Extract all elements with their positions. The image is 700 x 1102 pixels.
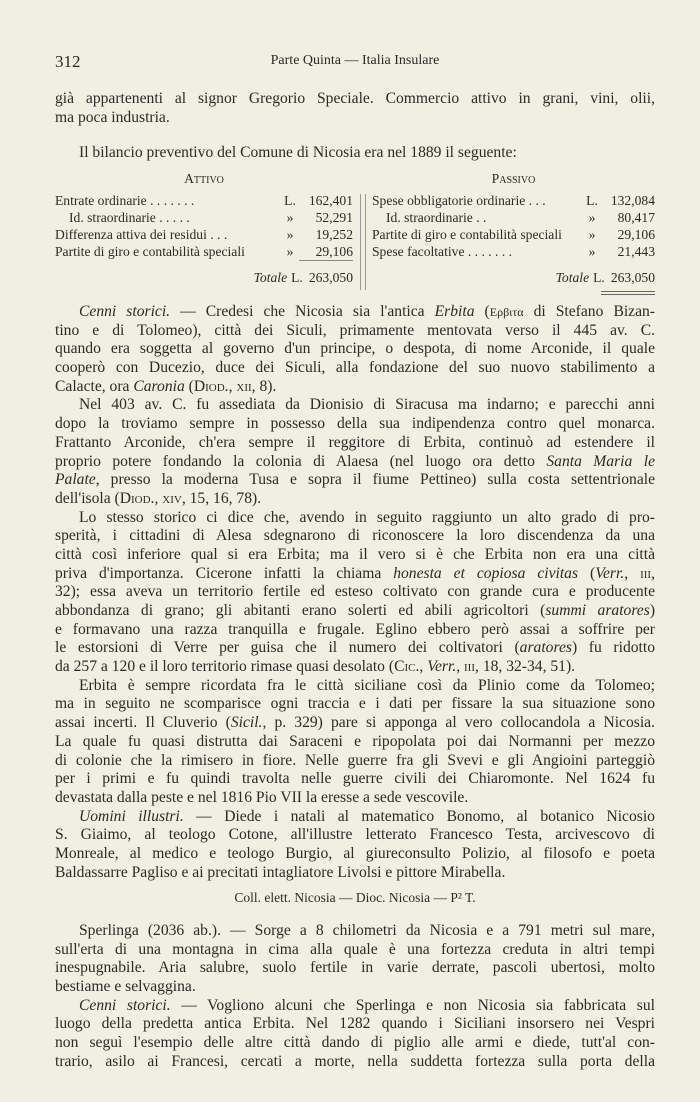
- text-run: — Diede i natali al matematico Bonomo, al botanico Nicosio: [183, 807, 655, 825]
- text-run: non seguì l'esempio delle altre città dando di piglio alle armi e diede, tutt'al con-: [55, 1034, 655, 1052]
- text-line: [55, 546, 655, 565]
- row-label: Partite di giro e contabilità speciali: [55, 244, 245, 259]
- small-caps-text: xii: [236, 377, 252, 395]
- text-line: [55, 845, 655, 864]
- text-run: Calacte, ora: [55, 377, 134, 395]
- row-amount: 132,084: [610, 193, 655, 208]
- total-amount: 263,050: [308, 270, 353, 285]
- text-run: , p. 329) pare si apponga al vero collocandola a Nicosia.: [262, 714, 655, 732]
- text-line: [55, 752, 655, 771]
- text-run: ,: [456, 658, 465, 676]
- text-run: di Stefano Bizan-: [523, 303, 656, 320]
- text-run: (: [474, 303, 490, 320]
- text-line: [55, 864, 655, 883]
- row-currency: »: [286, 210, 294, 225]
- text-line: [55, 1015, 655, 1034]
- paragraph: [55, 90, 655, 127]
- text-line: [55, 658, 655, 677]
- text-run: proprio potere fondando la colonia di Alaesa (nel luogo ora detto: [55, 452, 547, 470]
- text-run: (: [578, 564, 596, 582]
- text-run: ,: [154, 489, 163, 507]
- total-double-rule: [601, 291, 655, 295]
- row-amount: 29,106: [617, 227, 655, 242]
- text-line: [55, 621, 655, 640]
- budget-row: [55, 209, 353, 226]
- text-line: [55, 90, 655, 109]
- text-run: devastata dalla peste e nel 1816 Pio VII la eresse a sede vescovile.: [55, 788, 469, 806]
- row-label: Entrate ordinarie . . . . . . .: [55, 193, 195, 208]
- italic-text: Erbita: [434, 303, 475, 320]
- italic-text: Cenni storici.: [79, 303, 171, 320]
- text-run: ,: [419, 658, 428, 676]
- text-run: — Credesi che Nicosia sia l'antica: [170, 303, 435, 320]
- passivo-heading: Passivo: [491, 171, 536, 186]
- text-run: abbondanza di grano; gli abitanti erano solerti ed abili agricoltori (: [55, 602, 546, 619]
- text-line: [55, 453, 655, 472]
- total-label: Totale: [555, 270, 590, 285]
- row-amount: 80,417: [617, 210, 655, 225]
- text-line: [55, 144, 655, 163]
- paragraph: [55, 922, 655, 997]
- row-currency: L.: [284, 193, 296, 208]
- budget-row: [55, 192, 353, 209]
- text-run: Frattanto Arconide, ch'era sempre il reggitore di Erbita, continuò ad estendere il: [55, 433, 655, 451]
- text-line: [55, 714, 655, 733]
- row-amount: 29,106: [315, 244, 353, 259]
- running-title: Parte Quinta — Italia Insulare: [270, 53, 440, 68]
- text-run: le estorsioni di Verre per guisa che il numero dei coltivatori (: [55, 639, 520, 657]
- text-line: [55, 677, 655, 696]
- text-run: trario, asilo ai Francesi, cercati a morte, nella suddetta fortezza sulla porta della: [55, 1052, 655, 1070]
- greek-text: Ερβιτα: [489, 305, 524, 319]
- text-run: S. Giaimo, al teologo Cotone, all'illustre letterato Francesco Testa, arcivescovo di: [55, 826, 655, 844]
- electoral-note: Coll. elett. Nicosia — Dioc. Nicosia — P² T.: [234, 890, 476, 905]
- text-line: [55, 303, 655, 322]
- text-line: [55, 639, 655, 658]
- place-name: Sperlinga: [79, 922, 139, 939]
- intro-text: [55, 90, 655, 163]
- italic-text: Santa Maria le: [546, 452, 655, 470]
- text-line: [55, 733, 655, 752]
- text-line: [55, 978, 655, 997]
- text-run: luogo della predetta antica Erbita. Nel 1282 quando i Siciliani insorsero nei Vespri: [55, 1015, 655, 1033]
- row-label: Partite di giro e contabilità speciali: [372, 227, 562, 242]
- row-label: Id. straordinarie . .: [386, 210, 487, 225]
- text-line: [55, 959, 655, 978]
- paragraph: [55, 677, 655, 808]
- text-run: ma poca industria.: [55, 108, 170, 126]
- text-run: ) fu ridotto: [571, 639, 656, 657]
- italic-text: Sicil.: [230, 714, 263, 732]
- budget-row: [372, 243, 655, 260]
- text-run: sull'erta di una montagna in cima alla quale è una fortezza creduta in altri tempi: [55, 940, 655, 958]
- row-label: Spese facoltative . . . . . . .: [372, 244, 513, 259]
- italic-text: Verr.: [595, 564, 625, 582]
- text-line: [55, 695, 655, 714]
- text-line: [55, 1053, 655, 1072]
- text-run: , 18, 32-34, 51).: [475, 658, 576, 676]
- paragraph: [55, 396, 655, 508]
- text-line: [55, 434, 655, 453]
- budget-attivo: [55, 170, 353, 291]
- text-line: [55, 322, 655, 341]
- text-run: ,: [651, 564, 655, 582]
- row-amount: 52,291: [315, 210, 353, 225]
- text-line: [55, 826, 655, 845]
- text-run: (: [184, 377, 194, 395]
- total-currency: L.: [593, 270, 605, 285]
- text-line: [55, 527, 655, 546]
- text-run: Erbita è sempre ricordata fra le città siciliane così da Plinio come da Tolomeo;: [79, 676, 655, 694]
- row-currency: »: [286, 244, 294, 259]
- attivo-total: [55, 265, 353, 291]
- text-line: [55, 602, 655, 621]
- text-line: [55, 471, 655, 490]
- text-line: [55, 922, 655, 941]
- text-run: ,: [228, 377, 237, 395]
- text-line: [55, 109, 655, 128]
- page-number: 312: [55, 52, 81, 71]
- text-run: città così inferiore qual si era Erbita; ma il vero si è che Erbita non era una città: [55, 545, 655, 563]
- row-currency: »: [286, 227, 294, 242]
- column-divider: [360, 194, 366, 290]
- italic-text: Palate: [55, 471, 96, 489]
- row-currency: L.: [586, 193, 598, 208]
- text-run: Baldassarre Pagliso e ai precitati intagliatore Livolsi e pittore Mirabella.: [55, 863, 506, 881]
- text-run: di colonie che la rimisero in fiore. Nelle guerre fra gli Svevi e gli Angioini parteggiò: [55, 751, 655, 769]
- paragraph: [55, 509, 655, 677]
- small-caps-text: Cic.: [394, 658, 420, 676]
- text-line: [55, 770, 655, 789]
- attivo-heading: Attivo: [184, 171, 224, 186]
- budget-row: [372, 192, 655, 209]
- total-rule: [299, 260, 353, 261]
- text-line: [55, 789, 655, 808]
- main-text: [55, 303, 655, 882]
- text-run: (2036 ab.). — Sorge a 8 chilometri da Nicosia e a 791 metri sul mare,: [138, 922, 655, 939]
- text-line: [55, 509, 655, 528]
- italic-text: Verr.: [427, 658, 457, 676]
- text-run: già appartenenti al signor Gregorio Speciale. Commercio attivo in grani, vini, olii,: [55, 90, 655, 107]
- text-line: [55, 378, 655, 397]
- text-line: [55, 583, 655, 602]
- row-label: Id. straordinarie . . . . .: [69, 210, 190, 225]
- total-label: Totale: [253, 270, 288, 285]
- text-run: bestiame e selvaggina.: [55, 978, 196, 996]
- row-currency: »: [588, 210, 596, 225]
- row-label: Spese obbligatorie ordinarie . . .: [372, 193, 546, 208]
- row-amount: 21,443: [617, 244, 655, 259]
- text-line: [55, 359, 655, 378]
- text-run: Monreale, al medico e teologo Burgio, al giureconsulto Polizio, al filosofo e poeta: [55, 844, 655, 862]
- row-amount: 19,252: [315, 227, 353, 242]
- text-line: [55, 490, 655, 509]
- budget-passivo: [372, 170, 655, 295]
- small-caps-text: Diod.: [119, 489, 155, 507]
- text-run: ma in seguito ne scomparisce ogni traccia e i dati per fissare la sua situazione sono: [55, 695, 655, 713]
- text-run: Nel 403 av. C. fu assediata da Dionisio di Siracusa ma indarno; e parecchi anni: [79, 396, 655, 414]
- text-run: quando era soggetta al governo d'un principe, o despota, di nome Arconide, il quale: [55, 340, 655, 358]
- text-line: [55, 997, 655, 1016]
- text-run: e formavano una razza tranquilla e frugale. Eglino ebbero però assai a soffrire per: [55, 620, 655, 638]
- row-currency: »: [588, 227, 596, 242]
- total-currency: L.: [291, 270, 303, 285]
- row-label: Differenza attiva dei residui . . .: [55, 227, 228, 242]
- italic-text: Cenni storici.: [79, 996, 171, 1014]
- text-run: assai incerti. Il Cluverio (: [55, 714, 231, 732]
- text-run: Il bilancio preventivo del Comune di Nicosia era nel 1889 il seguente:: [79, 144, 517, 162]
- row-amount: 162,401: [308, 193, 353, 208]
- text-run: La quale fu quasi distrutta dai Saraceni e ripopolata poi dai Normanni per mezzo: [55, 732, 655, 750]
- italic-text: summi aratores: [545, 602, 650, 619]
- text-line: [55, 415, 655, 434]
- italic-text: aratores: [519, 639, 572, 657]
- text-line: [55, 565, 655, 584]
- italic-text: Caronia: [133, 377, 185, 395]
- text-run: dopo la troviamo sempre in possesso della sua indipendenza contro quel monarca.: [55, 415, 655, 433]
- row-currency: »: [588, 244, 596, 259]
- small-caps-text: iii: [640, 564, 652, 582]
- text-run: tino e di Tolomeo), città dei Siculi, primamente mentovata verso il 445 av. C.: [55, 321, 655, 339]
- text-run: dell'isola (: [55, 489, 120, 507]
- text-run: , presso la moderna Tusa e sopra il fiume Pettineo) sulla costa settentrionale: [95, 471, 655, 489]
- page-header: [55, 52, 655, 74]
- paragraph: [55, 997, 655, 1072]
- text-run: priva d'importanza. Cicerone infatti la chiama: [55, 564, 394, 582]
- text-run: ): [649, 602, 656, 619]
- small-caps-text: iii: [464, 658, 476, 676]
- text-line: [55, 340, 655, 359]
- paragraph: [55, 808, 655, 883]
- budget-row: [55, 226, 353, 243]
- total-amount: 263,050: [610, 270, 655, 285]
- text-line: [55, 808, 655, 827]
- text-line: [55, 1034, 655, 1053]
- text-line: [55, 941, 655, 960]
- text-run: ,: [624, 564, 641, 582]
- passivo-total: [372, 265, 655, 291]
- sperlinga-text: [55, 922, 655, 1072]
- text-run: sperità, i cittadini di Alesa sdegnarono di riconoscere la loro discendenza da una: [55, 527, 655, 545]
- text-run: 32); essa aveva un territorio fertile ed esteso coltivato con grande cura e producente: [55, 583, 655, 601]
- budget-row: [55, 243, 353, 260]
- text-run: cooperò con Ducezio, duce dei Siculi, alla fondazione del suo nuovo stabilimento a: [55, 359, 655, 377]
- text-run: — Vogliono alcuni che Sperlinga e non Nicosia sia fabbricata sul: [170, 996, 655, 1014]
- small-caps-text: Diod.: [193, 377, 229, 395]
- italic-text: Uomini illustri.: [79, 807, 184, 825]
- italic-text: honesta et copiosa civitas: [393, 564, 579, 582]
- small-caps-text: xiv: [162, 489, 182, 507]
- text-run: da 257 a 120 e il loro territorio rimase quasi desolato (: [55, 658, 395, 676]
- budget-row: [372, 226, 655, 243]
- text-line: [55, 396, 655, 415]
- text-run: , 15, 16, 78).: [181, 489, 262, 507]
- text-run: inespugnabile. Aria salubre, suolo fertile in varie derrate, pascoli ubertosi, molto: [55, 959, 655, 977]
- paragraph: [55, 303, 655, 396]
- text-run: , 8).: [251, 377, 277, 395]
- budget-row: [372, 209, 655, 226]
- text-run: Lo stesso storico ci dice che, avendo in seguito raggiunto un alto grado di pro-: [79, 508, 655, 526]
- text-run: per i primi e fu quindi travolta nelle guerre civili dei Chiaromonte. Nel 1624 fu: [55, 770, 655, 788]
- paragraph: [55, 144, 655, 163]
